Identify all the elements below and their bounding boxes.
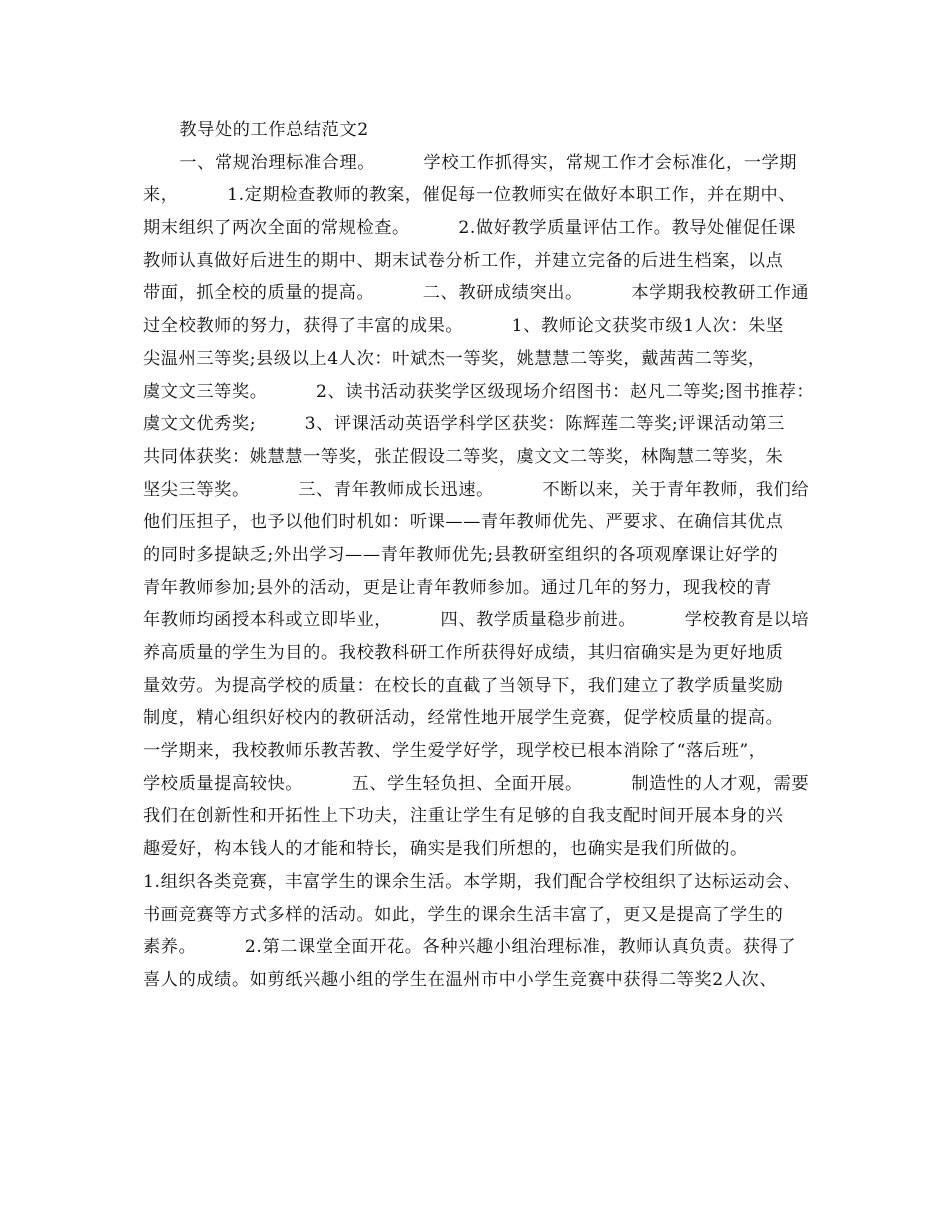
- text-line: 带面，抓全校的质量的提高。 二、教研成绩突出。 本学期我校教研工作通: [143, 283, 810, 304]
- text-line: 青年教师参加;县外的活动，更是让青年教师参加。通过几年的努力，现我校的青: [143, 577, 772, 598]
- text-line: 共同体获奖：姚慧慧一等奖，张芷假设二等奖，虞文文二等奖，林陶慧二等奖，朱: [143, 446, 784, 467]
- text-line: 过全校教师的努力，获得了丰富的成果。 1、教师论文获奖市级1人次：朱坚: [143, 316, 784, 337]
- text-line: 我们在创新性和开拓性上下功夫，注重让学生有足够的自我支配时间开展本身的兴: [143, 806, 784, 827]
- text-line: 学校质量提高较快。 五、学生轻负担、全面开展。 制造性的人才观，需要: [143, 773, 810, 794]
- text-line: 1.组织各类竞赛，丰富学生的课余生活。本学期，我们配合学校组织了达标运动会、: [143, 871, 801, 892]
- text-line: 素养。 2.第二课堂全面开花。各种兴趣小组治理标准，教师认真负责。获得了: [143, 937, 797, 958]
- text-line: 教师认真做好后进生的期中、期末试卷分析工作，并建立完备的后进生档案，以点: [143, 250, 784, 271]
- text-line: 养高质量的学生为目的。我校教科研工作所获得好成绩，其归宿确实是为更好地质: [143, 643, 784, 663]
- text-line: 年教师均函授本科或立即毕业， 四、教学质量稳步前进。 学校教育是以培: [143, 610, 810, 631]
- text-line: 坚尖三等奖。 三、青年教师成长迅速。 不断以来，关于青年教师，我们给: [143, 479, 810, 500]
- text-line: 他们压担子，也予以他们时机如：听课——青年教师优先、严要求、在确信其优点: [143, 512, 784, 533]
- text-line: 量效劳。为提高学校的质量：在校长的直截了当领导下，我们建立了教学质量奖励: [143, 675, 784, 696]
- document-body: [143, 114, 823, 997]
- text-line: 一学期来，我校教师乐教苦教、学生爱学好学，现学校已根本消除了“落后班”，: [143, 741, 767, 762]
- text-line: 制度，精心组织好校内的教研活动，经常性地开展学生竞赛，促学校质量的提高。: [143, 708, 784, 729]
- text-line: 书画竞赛等方式多样的活动。如此，学生的课余生活丰富了，更又是提高了学生的: [143, 904, 784, 925]
- text-line: 虞文文优秀奖; 3、评课活动英语学科学区获奖：陈辉莲二等奖;评课活动第三: [143, 414, 786, 435]
- document-title: 教导处的工作总结范文2: [143, 120, 369, 140]
- text-line: 的同时多提缺乏;外出学习——青年教师优先;县教研室组织的各项观摩课让好学的: [143, 544, 779, 565]
- text-line: 尖温州三等奖;县级以上4人次：叶斌杰一等奖，姚慧慧二等奖，戴茜茜二等奖，: [143, 348, 766, 369]
- text-line: 趣爱好，构本钱人的才能和特长，确实是我们所想的，也确实是我们所做的。: [143, 839, 748, 860]
- text-line: 一、常规治理标准合理。 学校工作抓得实，常规工作才会标准化，一学期: [143, 152, 798, 173]
- text-line: 虞文文三等奖。 2、读书活动获奖学区级现场介绍图书：赵凡二等奖;图书推荐：: [143, 381, 815, 402]
- text-line: 期末组织了两次全面的常规检查。 2.做好教学质量评估工作。教导处催促任课: [143, 218, 797, 239]
- text-line: 来， 1.定期检查教师的教案，催促每一位教师实在做好本职工作，并在期中、: [143, 185, 797, 206]
- text-line: 喜人的成绩。如剪纸兴趣小组的学生在温州市中小学生竞赛中获得二等奖2人次、: [143, 969, 778, 990]
